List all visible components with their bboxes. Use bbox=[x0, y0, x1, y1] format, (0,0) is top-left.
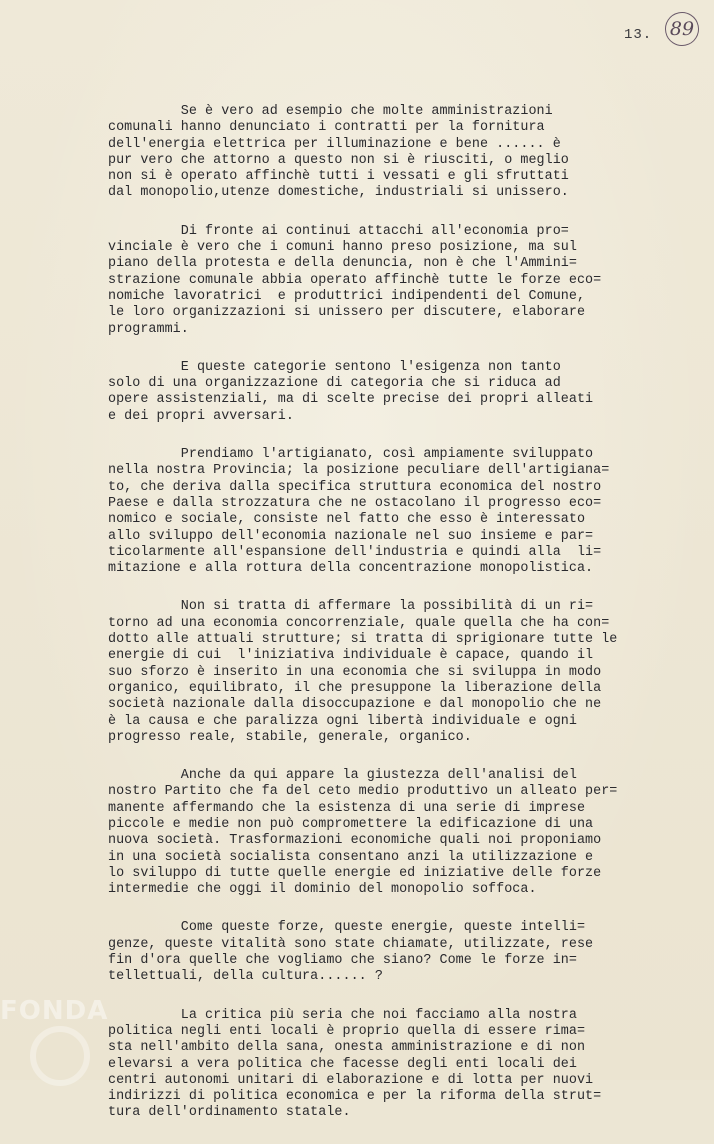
text-line: tura dell'ordinamento statale. bbox=[108, 1105, 351, 1121]
text-line: to, che deriva dalla specifica struttura economica del nostro bbox=[108, 479, 602, 495]
text-line: Prendiamo l'artigianato, così ampiamente sviluppato bbox=[108, 447, 594, 463]
paragraph bbox=[108, 920, 628, 985]
text-line: organico, equilibrato, il che presuppone la liberazione della bbox=[108, 680, 602, 696]
text-line: piano della protesta e della denuncia, non è che l'Ammini= bbox=[108, 256, 577, 272]
paragraph bbox=[108, 599, 628, 746]
text-line: centri autonomi unitari di elaborazione e di lotta per nuovi bbox=[108, 1072, 594, 1088]
text-line: politica negli enti locali è proprio quella di essere rima= bbox=[108, 1023, 586, 1039]
text-line: pur vero che attorno a questo non si è riusciti, o meglio bbox=[108, 152, 569, 168]
handwritten-folio-number: 89 bbox=[668, 14, 696, 44]
text-line: sta nell'ambito della sana, onesta amministrazione e di non bbox=[108, 1040, 586, 1056]
text-line: dal monopolio,utenze domestiche, industriali si unissero. bbox=[108, 185, 569, 201]
text-line: genze, queste vitalità sono state chiamate, utilizzate, rese bbox=[108, 936, 594, 952]
text-line: società nazionale dalla disoccupazione e dal monopolio che ne bbox=[108, 697, 602, 713]
text-line: solo di una organizzazione di categoria che si riduca ad bbox=[108, 376, 561, 392]
text-line: Non si tratta di affermare la possibilità di un ri= bbox=[108, 599, 594, 615]
document-body bbox=[108, 104, 628, 1144]
text-line: programmi. bbox=[108, 321, 189, 337]
paragraph bbox=[108, 447, 628, 577]
text-line: in una società socialista consentano anzi la utilizzazione e bbox=[108, 849, 594, 865]
text-line: mitazione e alla rottura della concentrazione monopolistica. bbox=[108, 561, 594, 577]
page-number: 13. bbox=[624, 27, 653, 43]
paragraph bbox=[108, 360, 628, 425]
watermark-logo-icon bbox=[30, 1026, 90, 1086]
text-line: nuova società. Trasformazioni economiche quali noi proponiamo bbox=[108, 833, 602, 849]
text-line: suo sforzo è inserito in una economia che si sviluppa in modo bbox=[108, 664, 602, 680]
text-line: tellettuali, della cultura...... ? bbox=[108, 969, 383, 985]
text-line: non si è operato affinchè tutti i vessati e gli sfruttati bbox=[108, 169, 569, 185]
text-line: energie di cui l'iniziativa individuale è capace, quando il bbox=[108, 648, 594, 664]
text-line: nomico e sociale, consiste nel fatto che esso è interessato bbox=[108, 512, 586, 528]
text-line: Come queste forze, queste energie, queste intelli= bbox=[108, 920, 586, 936]
text-line: nomiche lavoratrici e produttrici indipendenti del Comune, bbox=[108, 288, 586, 304]
text-line: Anche da qui appare la giustezza dell'analisi del bbox=[108, 768, 577, 784]
text-line: le loro organizzazioni si unissero per discutere, elaborare bbox=[108, 305, 586, 321]
paragraph bbox=[108, 104, 628, 202]
text-line: indirizzi di politica economica e per la riforma della strut= bbox=[108, 1089, 602, 1105]
text-line: nella nostra Provincia; la posizione peculiare dell'artigiana= bbox=[108, 463, 610, 479]
paragraph bbox=[108, 224, 628, 338]
text-line: La critica più seria che noi facciamo alla nostra bbox=[108, 1007, 577, 1023]
text-line: Paese e dalla strozzatura che ne ostacolano il progresso eco= bbox=[108, 495, 602, 511]
text-line: manente affermando che la esistenza di una serie di imprese bbox=[108, 800, 586, 816]
text-line: intermedie che oggi il dominio del monopolio soffoca. bbox=[108, 882, 537, 898]
text-line: comunali hanno denunciato i contratti per la fornitura bbox=[108, 120, 545, 136]
text-line: progresso reale, stabile, generale, organico. bbox=[108, 729, 472, 745]
text-line: dell'energia elettrica per illuminazione e bene ...... è bbox=[108, 136, 561, 152]
text-line: fin d'ora quelle che vogliamo che siano? Come le forze in= bbox=[108, 953, 577, 969]
text-line: e dei propri avversari. bbox=[108, 408, 294, 424]
text-line: E queste categorie sentono l'esigenza non tanto bbox=[108, 359, 561, 375]
text-line: Se è vero ad esempio che molte amministrazioni bbox=[108, 104, 553, 119]
text-line: dotto alle attuali strutture; si tratta di sprigionare tutte le bbox=[108, 632, 618, 648]
text-line: strazione comunale abbia operato affinchè tutte le forze eco= bbox=[108, 272, 602, 288]
text-line: è la causa e che paralizza ogni libertà individuale e ogni bbox=[108, 713, 577, 729]
paragraph bbox=[108, 1008, 628, 1122]
text-line: Di fronte ai continui attacchi all'economia pro= bbox=[108, 223, 569, 239]
paragraph bbox=[108, 768, 628, 898]
text-line: vinciale è vero che i comuni hanno preso posizione, ma sul bbox=[108, 240, 577, 256]
text-line: piccole e medie non può compromettere la edificazione di una bbox=[108, 816, 594, 832]
text-line: ticolarmente all'espansione dell'industria e quindi alla li= bbox=[108, 544, 602, 560]
text-line: lo sviluppo di tutte quelle energie ed iniziative delle forze bbox=[108, 865, 602, 881]
text-line: elevarsi a vera politica che facesse degli enti locali dei bbox=[108, 1056, 577, 1072]
text-line: nostro Partito che fa del ceto medio produttivo un alleato per= bbox=[108, 784, 618, 800]
archive-watermark: FONDA bbox=[0, 996, 109, 1026]
text-line: opere assistenziali, ma di scelte precise dei propri alleati bbox=[108, 392, 594, 408]
text-line: torno ad una economia concorrenziale, quale quella che ha con= bbox=[108, 615, 610, 631]
text-line: allo sviluppo dell'economia nazionale nel suo insieme e par= bbox=[108, 528, 594, 544]
